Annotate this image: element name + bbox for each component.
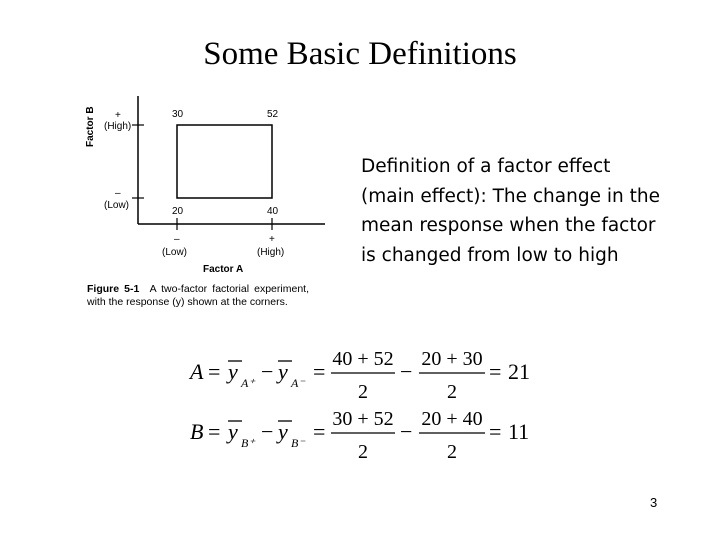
equation-b bbox=[188, 405, 548, 471]
equation-a-result: 21 bbox=[508, 359, 530, 384]
x-axis-label: Factor A bbox=[203, 264, 244, 275]
y-axis-label: Factor B bbox=[85, 106, 96, 147]
y-low-sign: – bbox=[115, 188, 121, 199]
equation-a-svg bbox=[188, 345, 548, 405]
equation-a bbox=[188, 345, 548, 411]
equation-b-den2: 2 bbox=[447, 441, 457, 463]
caption-text: A two-factor factorial experiment, with the response (y) shown at the corners. bbox=[87, 283, 309, 308]
equation-b-den1: 2 bbox=[358, 441, 368, 463]
corner-bottom-right: 40 bbox=[267, 206, 279, 217]
corner-bottom-left: 20 bbox=[172, 206, 184, 217]
equation-b-num2: 20 + 40 bbox=[421, 408, 483, 430]
y-high-sign: + bbox=[115, 110, 121, 121]
corner-top-right: 52 bbox=[267, 109, 279, 120]
equation-b-num1: 30 + 52 bbox=[332, 408, 394, 430]
definition-text: Definition of a factor effect (main effect): The change in the mean response when the factor is changed from low to high bbox=[361, 156, 660, 266]
design-square bbox=[177, 125, 272, 198]
equation-a-equals3: = bbox=[489, 359, 502, 384]
caption-figure-number: Figure 5-1 bbox=[87, 283, 140, 295]
figure-caption bbox=[87, 283, 309, 308]
y-low-label: (Low) bbox=[104, 200, 130, 211]
equation-a-num2: 20 + 30 bbox=[421, 348, 483, 370]
equation-a-ybar-minus: y bbox=[278, 359, 288, 384]
equation-b-ybar-plus: y bbox=[228, 419, 238, 444]
equation-a-equals: = bbox=[208, 359, 221, 384]
equation-a-den1: 2 bbox=[358, 381, 368, 403]
x-low-label: (Low) bbox=[162, 247, 188, 258]
x-high-sign: + bbox=[269, 234, 275, 245]
equation-b-minus2: − bbox=[400, 419, 413, 444]
equation-a-minus2: − bbox=[400, 359, 413, 384]
x-high-label: (High) bbox=[257, 247, 285, 258]
slide-title: Some Basic Definitions bbox=[203, 36, 517, 72]
equation-a-num1: 40 + 52 bbox=[332, 348, 394, 370]
equation-a-sub-plus: A⁺ bbox=[241, 376, 255, 390]
equation-a-ybar-plus: y bbox=[228, 359, 238, 384]
equation-b-ybar-minus: y bbox=[278, 419, 288, 444]
equation-a-minus1: − bbox=[261, 359, 274, 384]
equation-b-lhs: B bbox=[190, 419, 204, 444]
page-number: 3 bbox=[650, 495, 658, 510]
y-high-label: (High) bbox=[104, 121, 132, 132]
equation-b-equals3: = bbox=[489, 419, 502, 444]
equation-b-sub-plus: B⁺ bbox=[241, 436, 255, 450]
equation-b-sub-minus: B⁻ bbox=[291, 436, 305, 450]
equation-b-minus1: − bbox=[261, 419, 274, 444]
x-low-sign: – bbox=[174, 234, 180, 245]
equation-a-equals2: = bbox=[313, 359, 326, 384]
equation-a-sub-minus: A⁻ bbox=[291, 376, 305, 390]
equation-b-result: 11 bbox=[508, 419, 530, 444]
equation-a-den2: 2 bbox=[447, 381, 457, 403]
equation-b-equals2: = bbox=[313, 419, 326, 444]
corner-top-left: 30 bbox=[172, 109, 184, 120]
equation-b-equals: = bbox=[208, 419, 221, 444]
equation-b-svg bbox=[188, 405, 548, 465]
equation-a-lhs: A bbox=[190, 359, 204, 384]
